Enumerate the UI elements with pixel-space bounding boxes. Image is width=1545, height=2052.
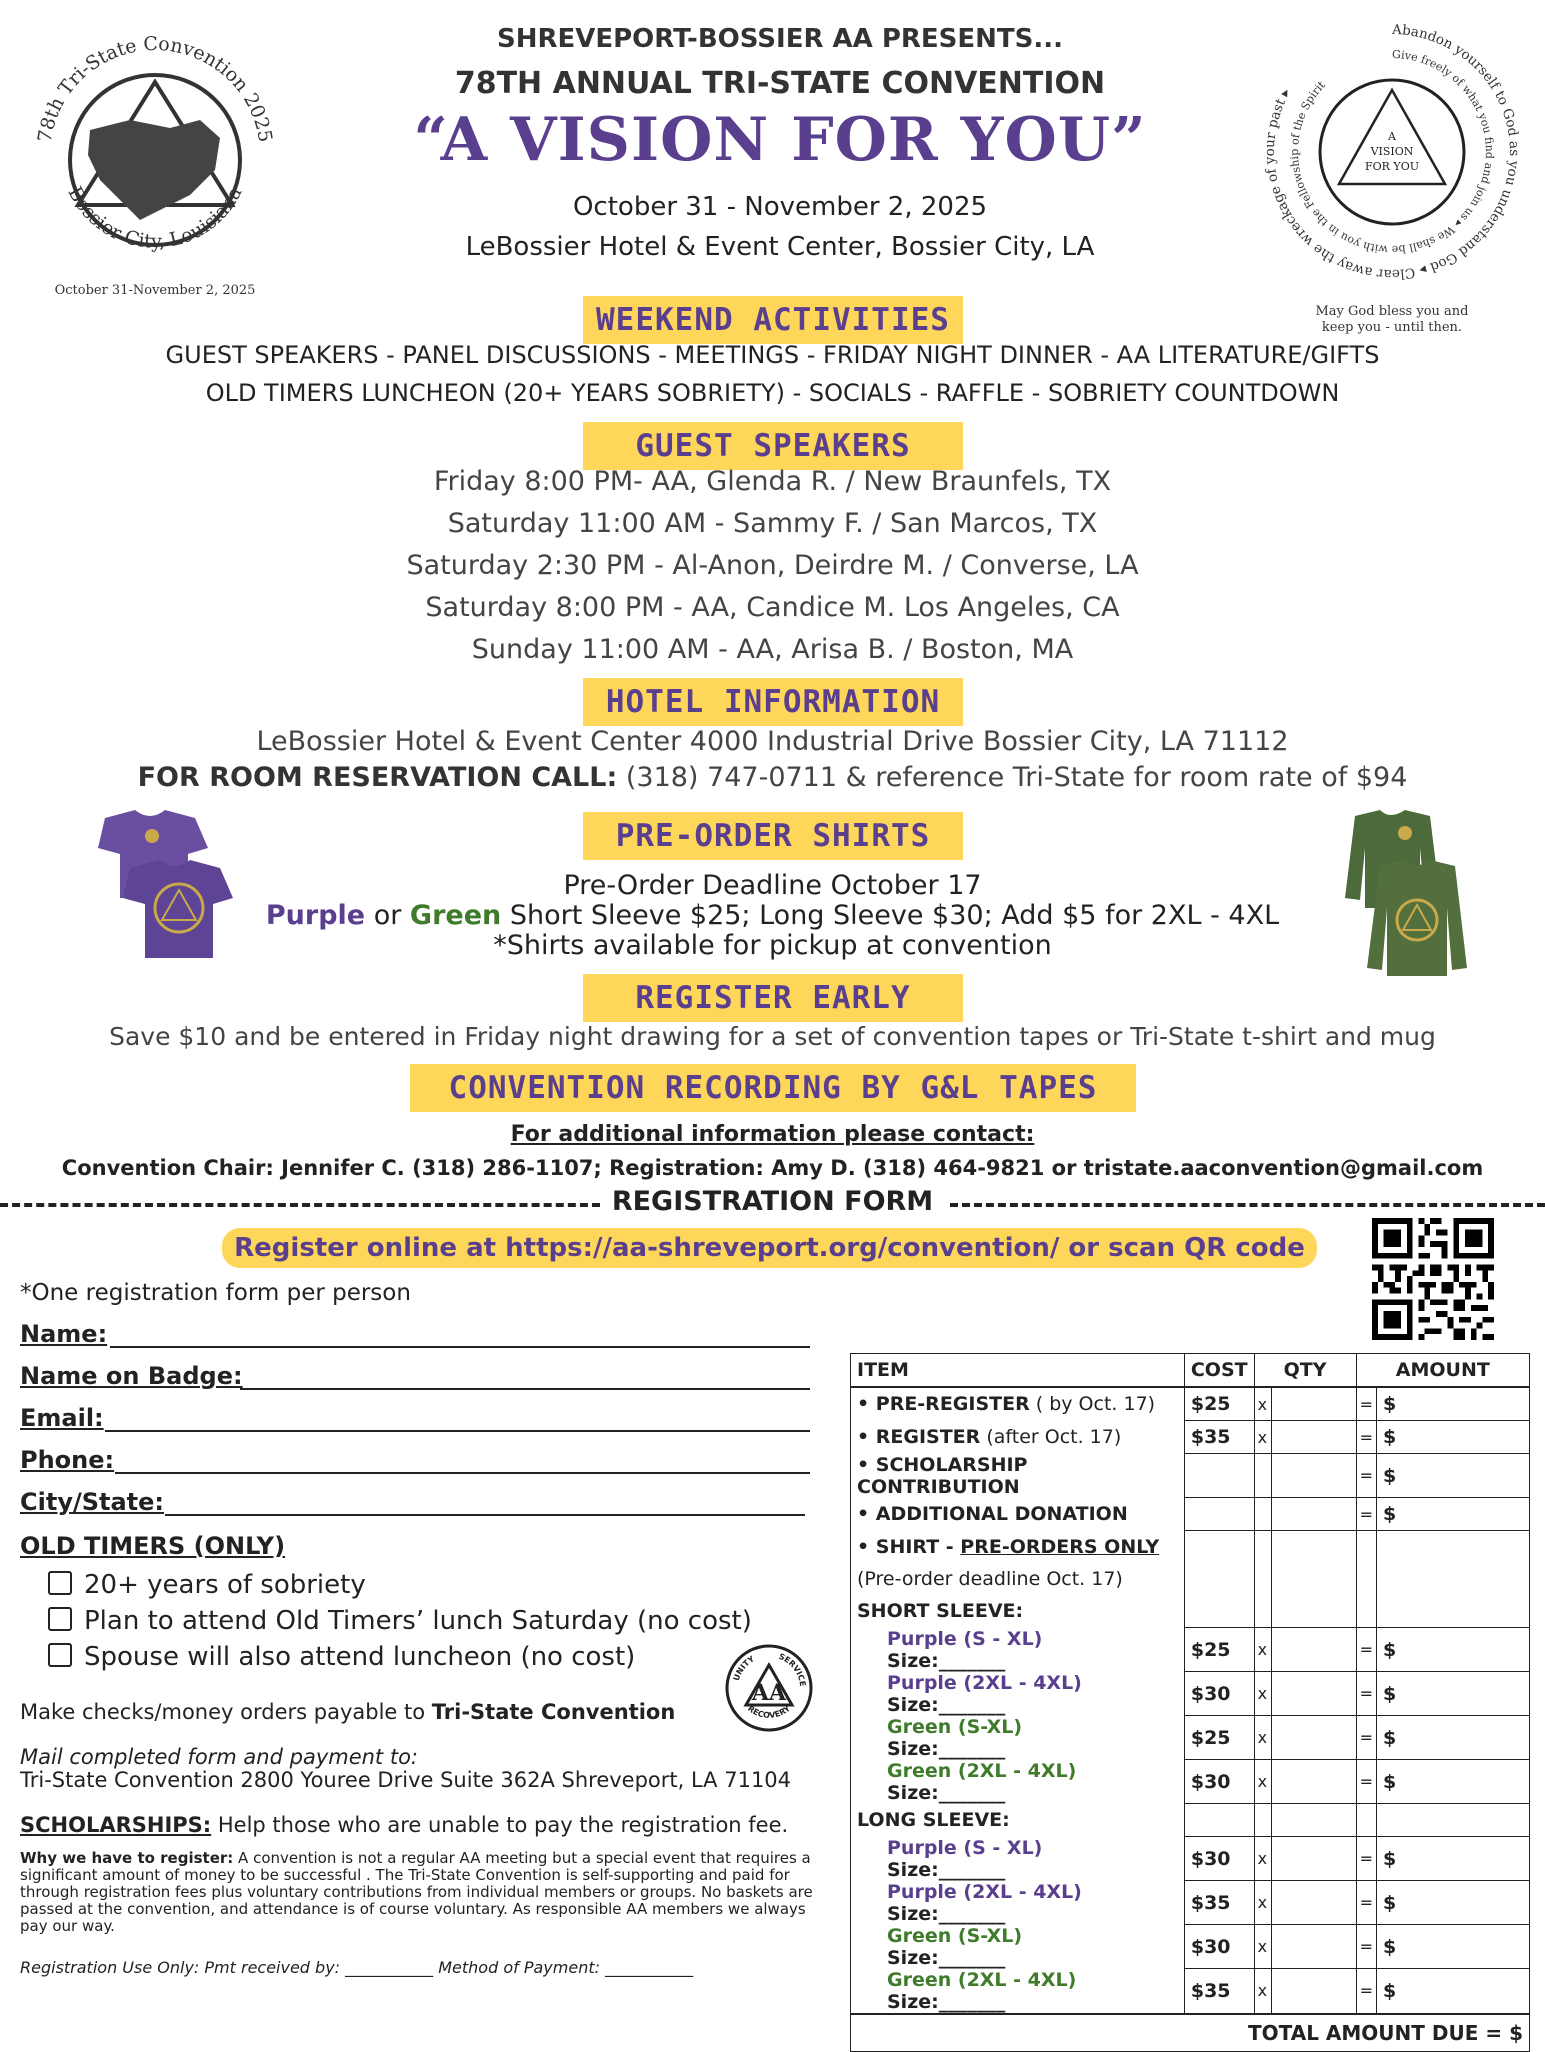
fee-item [851, 1387, 1185, 1421]
checkbox-sobriety[interactable] [48, 1571, 72, 1595]
fee-label: REGISTER [875, 1426, 981, 1448]
theme-title: “A VISION FOR YOU” [413, 105, 1147, 175]
badge-name-field[interactable] [240, 1388, 810, 1390]
event-venue: LeBossier Hotel & Event Center, Bossier City, LA [465, 232, 1095, 262]
mail-label: Mail completed form and payment to: [20, 1745, 418, 1769]
blank-3 [1271, 1563, 1356, 1595]
equals-sign: = [1356, 1837, 1376, 1881]
shirt-cost: $30 [1184, 1925, 1254, 1969]
equals-sign: = [1356, 1628, 1376, 1672]
shirt-row [851, 1716, 1530, 1760]
logo-caption-1: May God bless you and [1315, 304, 1469, 319]
shirt-cost: $30 [1184, 1760, 1254, 1804]
fee-label: SCHOLARSHIP CONTRIBUTION [857, 1453, 1028, 1498]
logo-caption-2: keep you - until then. [1321, 320, 1463, 335]
purple-word: Purple [265, 900, 366, 931]
shirt-label: • SHIRT - [857, 1535, 961, 1558]
fee-cost [1184, 1454, 1254, 1498]
fee-item [851, 1454, 1185, 1498]
blank-6 [1184, 1595, 1254, 1628]
option-1-label: 20+ years of sobriety [84, 1570, 366, 1600]
online-registration-link[interactable]: Register online at https://aa-shreveport.org/convention/ or scan QR code [222, 1228, 1317, 1268]
recording-banner: CONVENTION RECORDING BY G&L TAPES [410, 1064, 1136, 1112]
old-timer-option-2[interactable] [48, 1606, 752, 1636]
equals-sign: = [1356, 1672, 1376, 1716]
aa-logo-unity: UNITY [731, 1654, 756, 1683]
checkbox-spouse[interactable] [48, 1643, 72, 1667]
logo-outer-ring: Abandon yourself to God as you understand God ▸ Clear away the wreckage of your past ▸ [1261, 21, 1522, 283]
fee-row [851, 1387, 1530, 1421]
name-field[interactable] [110, 1346, 810, 1348]
shirt-item [851, 1881, 1185, 1925]
blank-13 [1271, 1804, 1356, 1837]
equals-sign: = [1356, 1881, 1376, 1925]
bullet: • [857, 1393, 876, 1416]
times-sign: x [1254, 1387, 1271, 1421]
bullet: • [857, 1503, 876, 1525]
shirt-row [851, 1760, 1530, 1804]
speaker-4: Saturday 8:00 PM - AA, Candice M. Los Angeles, CA [425, 592, 1120, 623]
fee-cost: $35 [1184, 1421, 1254, 1454]
shirt-item [851, 1716, 1185, 1760]
size-field[interactable]: Size:_______ [887, 1781, 1006, 1804]
speaker-3: Saturday 2:30 PM - Al-Anon, Deirdre M. / Converse, LA [406, 550, 1139, 581]
qty-field[interactable] [1271, 1628, 1356, 1672]
pre-order-shirts-banner: PRE-ORDER SHIRTS [583, 812, 963, 860]
weekend-activities-banner: WEEKEND ACTIVITIES [583, 296, 963, 344]
speaker-5: Sunday 11:00 AM - AA, Arisa B. / Boston, MA [471, 634, 1074, 665]
times-sign: x [1254, 1421, 1271, 1454]
old-timers-title: OLD TIMERS (ONLY) [20, 1532, 286, 1560]
blank-amt [1377, 1531, 1530, 1564]
times-sign: x [1254, 1925, 1271, 1969]
shirt-row [851, 1672, 1530, 1716]
shirt-cost: $30 [1184, 1672, 1254, 1716]
logo-inner-ring: Give freely of what you find and join us ▸ We shall be with you in the Fellowship of the Spirit [1287, 47, 1497, 257]
blank-x [1254, 1531, 1271, 1564]
blank-8 [1271, 1595, 1356, 1628]
city-state-label: City/State: [20, 1488, 165, 1516]
shirt-item [851, 1837, 1185, 1881]
green-shirt-image [1325, 808, 1475, 978]
size-field[interactable]: Size:_______ [887, 1902, 1006, 1925]
activities-line-1: GUEST SPEAKERS - PANEL DISCUSSIONS - MEETINGS - FRIDAY NIGHT DINNER - AA LITERATURE/GIFTS [165, 341, 1380, 369]
order-table [850, 1353, 1530, 2052]
office-use-line: Registration Use Only: Pmt received by: ___________ Method of Payment: ___________ [20, 1958, 694, 1977]
amount-field[interactable]: $ [1377, 1969, 1530, 2014]
logo-caption: October 31-November 2, 2025 [54, 283, 256, 298]
phone-field[interactable] [115, 1472, 810, 1474]
shirt-preorder: PRE-ORDERS ONLY [960, 1535, 1160, 1558]
logo-arc-bottom: Bossier City, Louisiana [63, 183, 247, 253]
purple-shirt-image [90, 808, 240, 968]
fee-item [851, 1421, 1185, 1454]
shirt-pricing-text: Short Sleeve $25; Long Sleeve $30; Add $5 for 2XL - 4XL [501, 900, 1280, 931]
header-item: ITEM [851, 1354, 1185, 1388]
size-field[interactable]: Size:_______ [887, 1649, 1006, 1672]
times-sign: x [1254, 1881, 1271, 1925]
blank-2 [1254, 1563, 1271, 1595]
amount-field[interactable]: $ [1377, 1387, 1530, 1421]
speaker-1: Friday 8:00 PM- AA, Glenda R. / New Braunfels, TX [433, 466, 1112, 497]
shirt-cost: $35 [1184, 1881, 1254, 1925]
blank-9 [1356, 1595, 1376, 1628]
mail-address: Tri-State Convention 2800 Youree Drive Suite 362A Shreveport, LA 71104 [20, 1768, 792, 1792]
long-sleeve-heading: LONG SLEEVE: [851, 1804, 1185, 1837]
shirt-item [851, 1760, 1185, 1804]
qty-field[interactable] [1271, 1760, 1356, 1804]
header-cost: COST [1184, 1354, 1254, 1388]
header-amount: AMOUNT [1356, 1354, 1529, 1388]
vision-logo [1255, 14, 1530, 344]
equals-sign: = [1356, 1925, 1376, 1969]
contact-text: Convention Chair: Jennifer C. (318) 286-1107; Registration: Amy D. (318) 464-9821 or tristate.aaconvention@gmail.com [61, 1156, 1484, 1180]
bullet: • [857, 1453, 876, 1476]
fee-note: (after Oct. 17) [980, 1426, 1122, 1448]
why-text: A convention is not a regular AA meeting but a special event that requires a significant amount of money to be successful . The Tri-State Convention is self-supporting and paid for through registration fees plus voluntary contributions from individual members or groups. No baskets are passed at the convention, and attendance is of course voluntary. As responsible AA members we always pay our way. [20, 1849, 813, 1935]
shirt-pickup: *Shirts available for pickup at convention [493, 930, 1052, 961]
form-divider-right [950, 1203, 1545, 1207]
speaker-2: Saturday 11:00 AM - Sammy F. / San Marcos, TX [447, 508, 1098, 539]
size-field[interactable]: Size:_______ [887, 1858, 1006, 1881]
scholarships-label: SCHOLARSHIPS: [20, 1813, 212, 1837]
times-sign: x [1254, 1760, 1271, 1804]
shirt-cost: $30 [1184, 1837, 1254, 1881]
shirt-deadline: Pre-Order Deadline October 17 [563, 870, 982, 901]
why-label: Why we have to register: [20, 1849, 234, 1867]
qty-field[interactable] [1271, 1672, 1356, 1716]
qr-code[interactable] [1372, 1218, 1494, 1340]
scholarships-line [20, 1813, 788, 1837]
fee-item [851, 1498, 1185, 1531]
payable-to: Tri-State Convention [431, 1700, 676, 1724]
amount-field[interactable]: $ [1377, 1716, 1530, 1760]
fee-cost [1184, 1498, 1254, 1531]
old-timer-option-1[interactable] [48, 1570, 366, 1600]
guest-speakers-banner: GUEST SPEAKERS [583, 422, 963, 470]
amount-field[interactable]: $ [1377, 1925, 1530, 1969]
event-dates: October 31 - November 2, 2025 [572, 192, 988, 222]
qty-field[interactable] [1271, 1925, 1356, 1969]
option-2-label: Plan to attend Old Timers’ lunch Saturday (no cost) [84, 1606, 752, 1636]
hotel-reservation [0, 762, 1545, 793]
amount-field[interactable]: $ [1377, 1760, 1530, 1804]
amount-field[interactable]: $ [1377, 1421, 1530, 1454]
shirt-name: Purple (2XL - 4XL) [887, 1671, 1082, 1694]
name-label: Name: [20, 1320, 108, 1348]
event-title: 78TH ANNUAL TRI-STATE CONVENTION [454, 66, 1106, 101]
shirt-row [851, 1925, 1530, 1969]
blank-cost [1184, 1531, 1254, 1564]
scholarships-text: Help those who are unable to pay the registration fee. [211, 1813, 789, 1837]
one-per-person-note: *One registration form per person [20, 1280, 411, 1306]
presenter-line: SHREVEPORT-BOSSIER AA PRESENTS... [496, 24, 1064, 54]
shirt-cost: $25 [1184, 1716, 1254, 1760]
amount-field[interactable]: $ [1377, 1881, 1530, 1925]
amount-field[interactable]: $ [1377, 1498, 1530, 1531]
contact-heading: For additional information please contact: [510, 1122, 1035, 1147]
times-sign: x [1254, 1837, 1271, 1881]
hotel-address: LeBossier Hotel & Event Center 4000 Industrial Drive Bossier City, LA 71112 [256, 726, 1289, 757]
activities-line-2: OLD TIMERS LUNCHEON (20+ YEARS SOBRIETY) - SOCIALS - RAFFLE - SOBRIETY COUNTDOWN [205, 379, 1340, 407]
blank-11 [1184, 1804, 1254, 1837]
shirt-row [851, 1969, 1530, 2014]
blank-4 [1356, 1563, 1376, 1595]
email-label: Email: [20, 1404, 104, 1432]
shirt-row [851, 1881, 1530, 1925]
equals-sign: = [1356, 1969, 1376, 2014]
qty-field[interactable] [1271, 1387, 1356, 1421]
equals-sign: = [1356, 1421, 1376, 1454]
fee-row [851, 1454, 1530, 1498]
convention-logo [20, 20, 290, 300]
shirt-name: Purple (S - XL) [887, 1627, 1043, 1650]
fee-cost: $25 [1184, 1387, 1254, 1421]
times-sign: x [1254, 1672, 1271, 1716]
blank-5 [1377, 1563, 1530, 1595]
amount-field[interactable]: $ [1377, 1454, 1530, 1498]
qty-field[interactable] [1271, 1454, 1356, 1498]
shirt-cost: $35 [1184, 1969, 1254, 2014]
equals-sign: = [1356, 1716, 1376, 1760]
phone-label: Phone: [20, 1446, 115, 1474]
registration-form-title: REGISTRATION FORM [611, 1186, 934, 1217]
fee-label: PRE-REGISTER [875, 1393, 1030, 1416]
fee-row [851, 1421, 1530, 1454]
size-field[interactable]: Size:_______ [887, 1693, 1006, 1716]
equals-sign: = [1356, 1387, 1376, 1421]
shirt-name: Green (S-XL) [887, 1715, 1023, 1738]
aa-logo-service: SERVICE [777, 1651, 808, 1687]
blank-7 [1254, 1595, 1271, 1628]
checkbox-lunch[interactable] [48, 1607, 72, 1631]
times-sign: x [1254, 1716, 1271, 1760]
shirt-item [851, 1925, 1185, 1969]
logo-center-3: FOR YOU [1365, 160, 1419, 173]
payable-text: Make checks/money orders payable to [20, 1700, 432, 1724]
short-sleeve-heading: SHORT SLEEVE: [851, 1595, 1185, 1628]
equals-sign: = [1356, 1454, 1376, 1498]
aa-logo-center: AA [751, 1680, 787, 1706]
shirt-name: Green (2XL - 4XL) [887, 1759, 1077, 1782]
hotel-information-banner: HOTEL INFORMATION [583, 678, 963, 726]
amount-field[interactable]: $ [1377, 1628, 1530, 1672]
logo-center-2: VISION [1370, 145, 1414, 158]
size-field[interactable]: Size:_______ [887, 1737, 1006, 1760]
fee-note: ( by Oct. 17) [1029, 1393, 1156, 1416]
size-field[interactable]: Size:_______ [887, 1990, 1006, 2013]
why-register [20, 1850, 830, 1935]
times-sign [1254, 1498, 1271, 1531]
blank-14 [1356, 1804, 1376, 1837]
shirt-item [851, 1628, 1185, 1672]
times-sign: x [1254, 1969, 1271, 2014]
qty-field[interactable] [1271, 1881, 1356, 1925]
equals-sign: = [1356, 1760, 1376, 1804]
green-word: Green [409, 900, 502, 931]
logo-arc-top: 78th Tri-State Convention 2025 [33, 32, 277, 144]
register-early-text: Save $10 and be entered in Friday night drawing for a set of convention tapes or Tri-State t-shirt and mug [109, 1022, 1436, 1051]
blank-qty [1271, 1531, 1356, 1564]
amount-field[interactable]: $ [1377, 1672, 1530, 1716]
logo-center-1: A [1388, 130, 1396, 143]
aa-logo-recovery: RECOVERY [746, 1703, 792, 1720]
email-field[interactable] [105, 1430, 810, 1432]
shirt-name: Purple (S - XL) [887, 1836, 1043, 1859]
qty-field[interactable] [1271, 1716, 1356, 1760]
total-amount-due: TOTAL AMOUNT DUE = $ [851, 2014, 1530, 2052]
blank-12 [1254, 1804, 1271, 1837]
shirt-deadline-row: (Pre-order deadline Oct. 17) [851, 1563, 1185, 1595]
fee-label: ADDITIONAL DONATION [875, 1503, 1128, 1525]
shirt-name: Green (S-XL) [887, 1924, 1023, 1947]
header-qty: QTY [1254, 1354, 1356, 1388]
shirt-item [851, 1969, 1185, 2014]
qty-field[interactable] [1271, 1837, 1356, 1881]
shirt-name: Purple (2XL - 4XL) [887, 1880, 1082, 1903]
reservation-text: (318) 747-0711 & reference Tri-State for room rate of $94 [617, 762, 1408, 793]
aa-service-logo [724, 1643, 814, 1733]
qty-field[interactable] [1271, 1969, 1356, 2014]
blank-15 [1377, 1804, 1530, 1837]
form-divider-left [0, 1203, 600, 1207]
or-word: or [365, 900, 410, 931]
bullet: • [857, 1426, 876, 1448]
times-sign: x [1254, 1628, 1271, 1672]
qty-field[interactable] [1271, 1421, 1356, 1454]
shirt-row [851, 1837, 1530, 1881]
amount-field[interactable]: $ [1377, 1837, 1530, 1881]
qty-field[interactable] [1271, 1498, 1356, 1531]
blank-eq [1356, 1531, 1376, 1564]
option-3-label: Spouse will also attend luncheon (no cost) [84, 1642, 636, 1672]
equals-sign: = [1356, 1498, 1376, 1531]
shirt-cost: $25 [1184, 1628, 1254, 1672]
shirt-item [851, 1672, 1185, 1716]
old-timer-option-3[interactable] [48, 1642, 635, 1672]
blank-1 [1184, 1563, 1254, 1595]
shirt-row-label [851, 1531, 1185, 1564]
fee-row [851, 1498, 1530, 1531]
size-field[interactable]: Size:_______ [887, 1946, 1006, 1969]
times-sign [1254, 1454, 1271, 1498]
shirt-row [851, 1628, 1530, 1672]
payable-line [20, 1700, 675, 1724]
reservation-label: FOR ROOM RESERVATION CALL: [137, 762, 618, 793]
register-early-banner: REGISTER EARLY [583, 974, 963, 1022]
badge-name-label: Name on Badge: [20, 1362, 243, 1390]
city-state-field[interactable] [165, 1514, 805, 1516]
shirt-name: Green (2XL - 4XL) [887, 1968, 1077, 1991]
blank-10 [1377, 1595, 1530, 1628]
